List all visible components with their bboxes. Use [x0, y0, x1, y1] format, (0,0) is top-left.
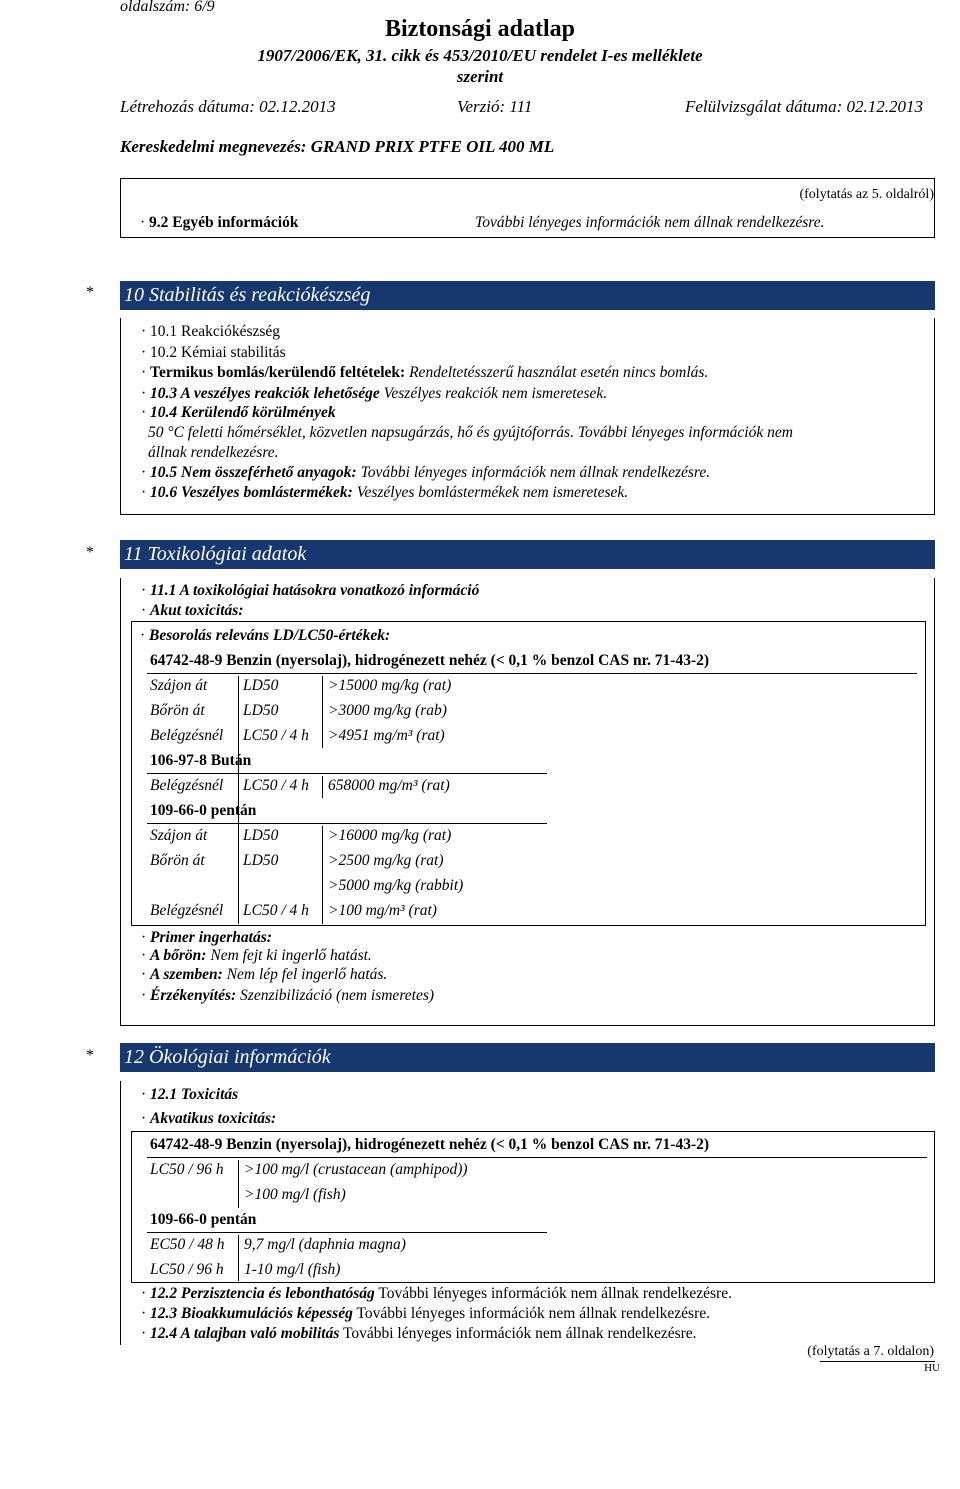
s10-l9-value: Veszélyes bomlástermékek nem ismeretesek. — [356, 484, 629, 501]
document-title: Biztonsági adatlap — [384, 16, 576, 42]
s10-l4-value: Veszélyes reakciók nem ismeretesek. — [383, 385, 608, 402]
s10-l9-label: · 10.6 Veszélyes bomlástermékek: — [141, 484, 353, 501]
s10-l4-label: · 10.3 A veszélyes reakciók lehetősége — [141, 385, 380, 402]
s12-sub1: 64742-48-9 Benzin (nyersolaj), hidrogénezett nehéz (< 0,1 % benzol CAS nr. 71-43-2) — [150, 1136, 710, 1153]
s12-l1: · 12.1 Toxicitás — [141, 1086, 238, 1104]
revision-date: Felülvizsgálat dátuma: 02.12.2013 — [685, 97, 923, 116]
s11-r3-value: >4951 mg/m³ (rat) — [328, 727, 445, 744]
s10-l9 — [141, 484, 628, 502]
s10-heading: 10 Stabilitás és reakciókészség — [120, 281, 935, 310]
s11-sub3: 109-66-0 pentán — [150, 802, 257, 819]
s12-l3-value: További lényeges információk nem állnak rendelkezésre. — [378, 1285, 732, 1302]
s11-r3-route: Belégzésnél — [150, 727, 224, 744]
s11-l1: · 11.1 A toxikológiai hatásokra vonatkozó információ — [141, 582, 479, 600]
s12-r2-value: >100 mg/l (fish) — [244, 1186, 346, 1203]
s11-r2-route: Bőrön át — [150, 702, 205, 719]
s12-left-rule — [120, 1081, 121, 1345]
s11-r5-value: >16000 mg/kg (rat) — [328, 827, 452, 844]
s10-l1: · 10.1 Reakciókészség — [141, 323, 280, 341]
footer-rule — [820, 1361, 935, 1362]
page-number: oldalszám: 6/9 — [120, 0, 215, 15]
s9-other-info-value: További lényeges információk nem állnak rendelkezésre. — [475, 214, 825, 231]
s11-r8-value: >100 mg/m³ (rat) — [328, 902, 437, 919]
s10-l7: állnak rendelkezésre. — [148, 444, 279, 461]
s11-p3 — [141, 966, 387, 984]
s12-l5-value: További lényeges információk nem állnak rendelkezésre. — [342, 1325, 697, 1342]
s11-r7-value: >5000 mg/kg (rabbit) — [328, 877, 464, 894]
s10-l4 — [141, 385, 607, 403]
s12-l4-value: További lényeges információk nem állnak rendelkezésre. — [356, 1305, 711, 1322]
s12-r1-type: LC50 / 96 h — [150, 1161, 224, 1178]
regulation-line: 1907/2006/EK, 31. cikk és 453/2010/EU rendelet I-es melléklete — [257, 46, 703, 65]
s11-p1: · Primer ingerhatás: — [141, 929, 272, 947]
s12-r4-type: LC50 / 96 h — [150, 1261, 224, 1278]
regulation-according: szerint — [456, 67, 504, 86]
s11-r2-value: >3000 mg/kg (rab) — [328, 702, 447, 719]
s11-sub2-rule — [147, 773, 547, 774]
s11-r4-type: LC50 / 4 h — [243, 777, 309, 794]
s11-bottom-rule — [120, 1025, 935, 1026]
s12-sub2: 109-66-0 pentán — [150, 1211, 257, 1228]
s11-p4-value: Szenzibilizáció (nem ismeretes) — [240, 987, 435, 1004]
s11-r1-route: Szájon át — [150, 677, 208, 694]
s12-l4-label: · 12.3 Bioakkumulációs képesség — [141, 1305, 353, 1322]
s11-r2-type: LD50 — [243, 702, 279, 719]
s12-r4-value: 1-10 mg/l (fish) — [244, 1261, 341, 1278]
s11-p4 — [141, 987, 434, 1005]
s11-r5-route: Szájon át — [150, 827, 208, 844]
s12-sub2-rule — [147, 1232, 547, 1233]
s10-l5: · 10.4 Kerülendő körülmények — [141, 404, 336, 422]
s11-r5-type: LD50 — [243, 827, 279, 844]
s12-l2: · Akvatikus toxicitás: — [141, 1110, 276, 1128]
s12-l5 — [141, 1325, 697, 1343]
s10-change-marker: * — [86, 284, 94, 301]
s10-l8 — [141, 464, 710, 482]
s11-p2-value: Nem fejt ki ingerlő hatást. — [210, 947, 372, 964]
s11-r1-value: >15000 mg/kg (rat) — [328, 677, 452, 694]
s12-sub1-rule — [147, 1157, 927, 1158]
s11-heading: 11 Toxikológiai adatok — [120, 540, 935, 569]
language-code: HU — [924, 1362, 940, 1374]
s11-r6-route: Bőrön át — [150, 852, 205, 869]
s11-right-rule — [934, 578, 935, 1025]
s11-r1-type: LD50 — [243, 677, 279, 694]
s10-l3 — [141, 364, 708, 382]
s10-l8-label: · 10.5 Nem összeférhető anyagok: — [141, 464, 357, 481]
s12-r3-value: 9,7 mg/l (daphnia magna) — [244, 1236, 406, 1253]
s10-l3-value: Rendeltetésszerű használat esetén nincs bomlás. — [409, 364, 709, 381]
s12-col-rule-a — [238, 1160, 239, 1208]
s11-r6-value: >2500 mg/kg (rat) — [328, 852, 444, 869]
s12-l3-label: · 12.2 Perzisztencia és lebonthatóság — [141, 1285, 375, 1302]
version: Verzió: 111 — [457, 97, 533, 116]
s11-r3-type: LC50 / 4 h — [243, 727, 309, 744]
s11-p2 — [141, 947, 372, 965]
s11-l2: · Akut toxicitás: — [141, 602, 244, 620]
s10-l8-value: További lényeges információk nem állnak rendelkezésre. — [360, 464, 711, 481]
s10-l2: · 10.2 Kémiai stabilitás — [141, 344, 286, 362]
s11-col2-rule-b — [322, 776, 323, 798]
s11-col2-rule — [322, 676, 323, 748]
s11-r6-type: LD50 — [243, 852, 279, 869]
s10-l3-label: · Termikus bomlás/kerülendő feltételek: — [141, 364, 405, 381]
s10-l6: 50 °C feletti hőmérséklet, közvetlen napsugárzás, hő és gyújtóforrás. További lényeges információk nem — [148, 424, 793, 441]
s9-other-info-label: · 9.2 Egyéb információk — [140, 214, 298, 232]
s11-p3-value: Nem lép fel ingerlő hatás. — [226, 966, 388, 983]
s12-l4 — [141, 1305, 710, 1323]
continued-from: (folytatás az 5. oldalról) — [799, 187, 934, 202]
s11-r4-route: Belégzésnél — [150, 777, 224, 794]
s11-sub1: 64742-48-9 Benzin (nyersolaj), hidrogénezett nehéz (< 0,1 % benzol CAS nr. 71-43-2) — [150, 652, 710, 669]
s11-p4-label: · Érzékenyítés: — [141, 987, 236, 1004]
s11-sub1-rule — [147, 673, 917, 674]
s12-col-rule-b — [238, 1235, 239, 1281]
trade-name: Kereskedelmi megnevezés: GRAND PRIX PTFE OIL 400 ML — [120, 137, 555, 156]
s10-bottom-rule — [120, 514, 935, 515]
s11-l3: · Besorolás releváns LD/LC50-értékek: — [140, 627, 390, 645]
s11-r8-route: Belégzésnél — [150, 902, 224, 919]
s12-r1-value: >100 mg/l (crustacean (amphipod)) — [244, 1161, 468, 1178]
s12-heading: 12 Ökológiai információk — [120, 1043, 935, 1072]
s10-right-rule — [934, 318, 935, 514]
s11-p3-label: · A szemben: — [141, 966, 223, 983]
continued-to: (folytatás a 7. oldalon) — [807, 1344, 934, 1359]
s11-sub2: 106-97-8 Bután — [150, 752, 252, 769]
s12-l5-label: · 12.4 A talajban való mobilitás — [141, 1325, 339, 1342]
s10-left-rule — [120, 318, 121, 514]
s11-p2-label: · A bőrön: — [141, 947, 206, 964]
s11-r8-type: LC50 / 4 h — [243, 902, 309, 919]
creation-date: Létrehozás dátuma: 02.12.2013 — [120, 97, 336, 116]
s12-l3 — [141, 1285, 732, 1303]
s11-r4-value: 658000 mg/m³ (rat) — [328, 777, 450, 794]
s11-change-marker: * — [86, 544, 94, 561]
s11-col1-rule — [238, 676, 239, 924]
s11-left-rule — [120, 578, 121, 1025]
s11-sub3-rule — [147, 823, 547, 824]
s11-col2-rule-c — [322, 826, 323, 924]
s12-change-marker: * — [86, 1047, 94, 1064]
s12-r3-type: EC50 / 48 h — [150, 1236, 225, 1253]
